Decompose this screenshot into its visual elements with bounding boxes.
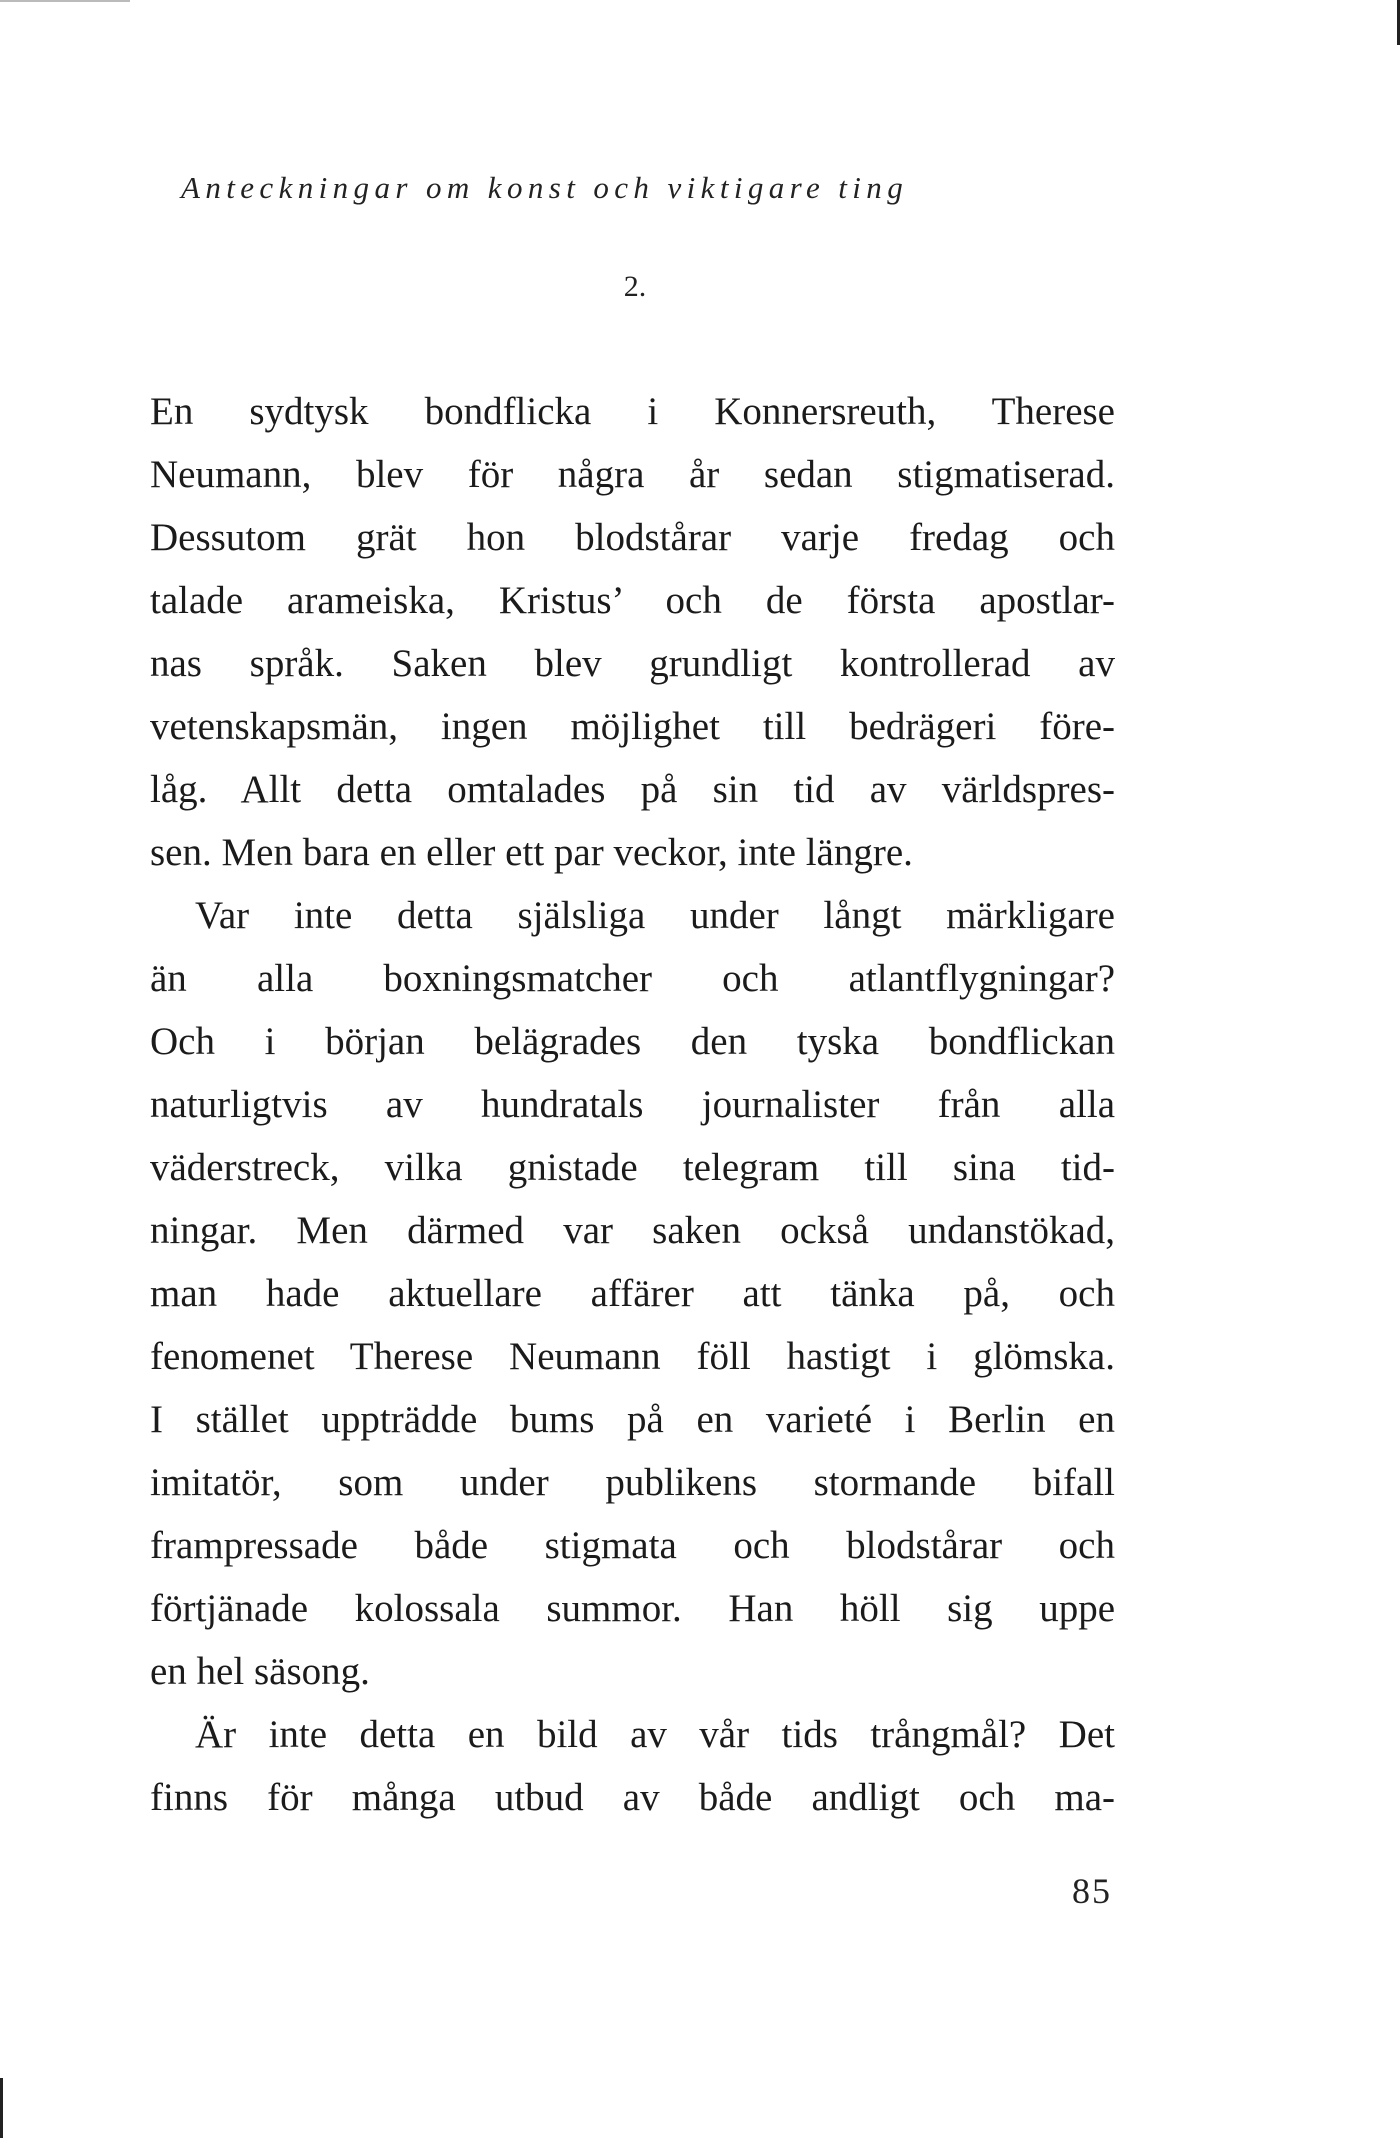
text-line: fenomenet Therese Neumann föll hastigt i glömska. <box>150 1335 1115 1378</box>
body-text <box>150 380 1115 1829</box>
section-number: 2. <box>623 270 647 303</box>
text-line: nas språk. Saken blev grundligt kontrollerad av <box>150 642 1115 685</box>
text-line: en hel säsong. <box>150 1650 370 1693</box>
text-line: man hade aktuellare affärer att tänka på, och <box>150 1272 1115 1315</box>
text-line: förtjänade kolossala summor. Han höll sig uppe <box>150 1587 1115 1630</box>
text-line: naturligtvis av hundratals journalister från alla <box>150 1083 1115 1126</box>
text-line: finns för många utbud av både andligt och ma- <box>150 1776 1115 1819</box>
text-line: låg. Allt detta omtalades på sin tid av världspres- <box>150 768 1115 811</box>
scan-edge-top-left <box>0 0 130 2</box>
text-line: imitatör, som under publikens stormande bifall <box>150 1461 1115 1504</box>
page-number: 85 <box>1072 1871 1112 1911</box>
text-line: vetenskapsmän, ingen möjlighet till bedrägeri före- <box>150 705 1115 748</box>
text-line: sen. Men bara en eller ett par veckor, inte längre. <box>150 831 913 874</box>
text-line: I stället uppträdde bums på en varieté i Berlin en <box>150 1398 1115 1441</box>
scan-edge-bottom-left <box>0 2078 3 2138</box>
text-line: En sydtysk bondflicka i Konnersreuth, Therese <box>150 390 1115 433</box>
text-line: Neumann, blev för några år sedan stigmatiserad. <box>150 453 1115 496</box>
text-line: än alla boxningsmatcher och atlantflygningar? <box>150 957 1115 1000</box>
text-line: Är inte detta en bild av vår tids trångmål? Det <box>195 1713 1115 1756</box>
text-line: Och i början belägrades den tyska bondflickan <box>150 1020 1115 1063</box>
text-line: Var inte detta själsliga under långt märkligare <box>195 894 1115 937</box>
running-head: Anteckningar om konst och viktigare ting <box>181 170 909 205</box>
text-line: ningar. Men därmed var saken också undanstökad, <box>150 1209 1115 1252</box>
text-line: väderstreck, vilka gnistade telegram till sina tid- <box>150 1146 1115 1189</box>
text-line: frampressade både stigmata och blodstårar och <box>150 1524 1115 1567</box>
text-line: Dessutom grät hon blodstårar varje fredag och <box>150 516 1115 559</box>
text-line: talade arameiska, Kristus’ och de första apostlar- <box>150 579 1115 622</box>
